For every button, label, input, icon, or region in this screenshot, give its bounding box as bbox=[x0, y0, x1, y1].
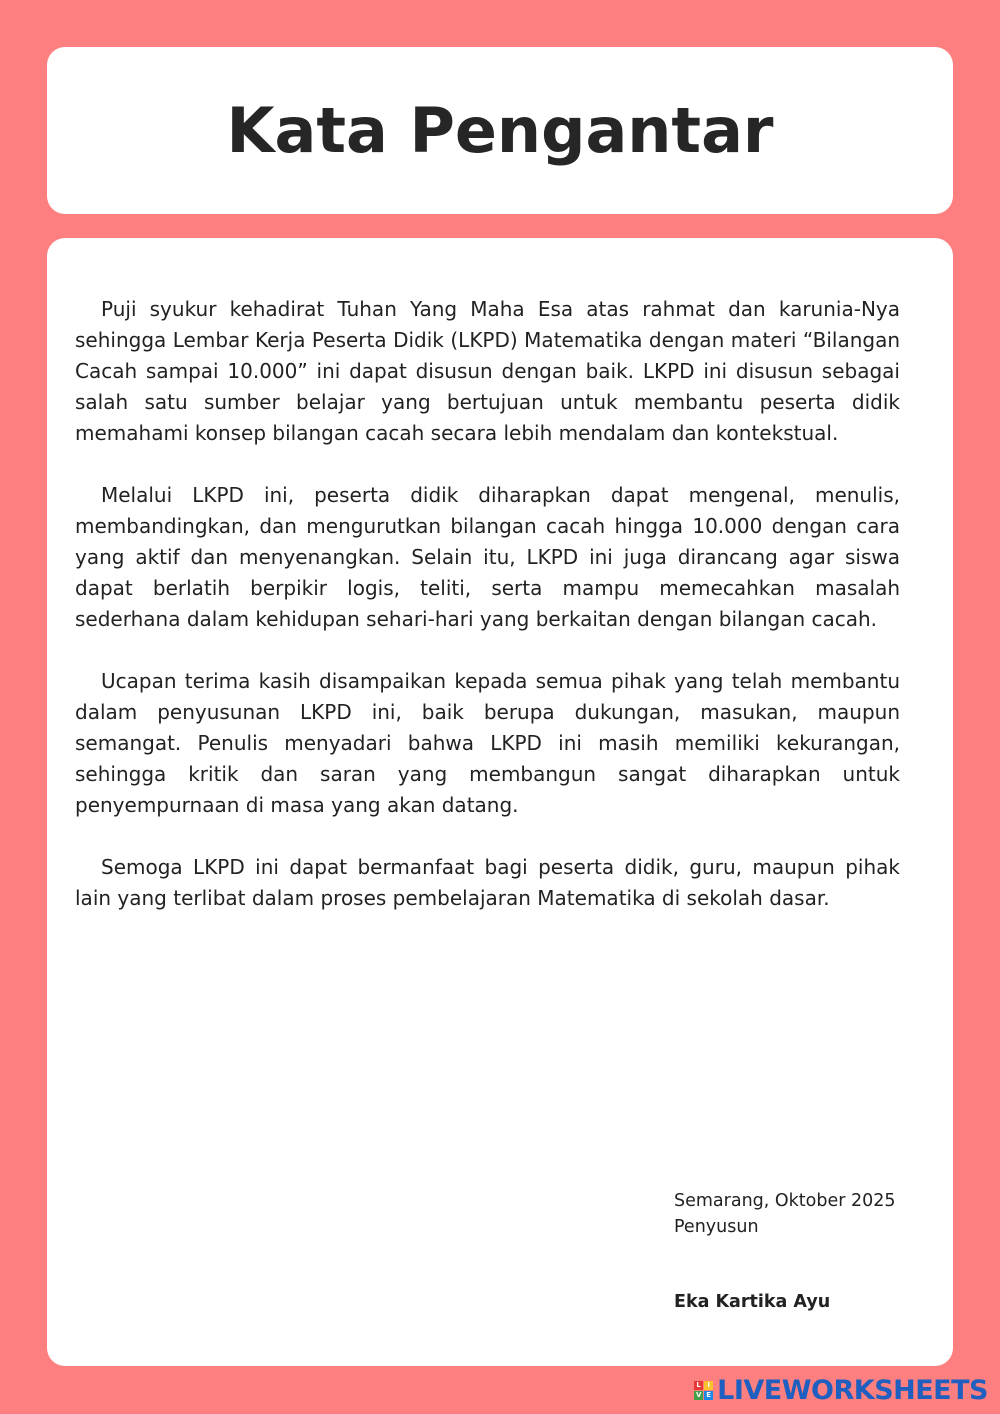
paragraph-2: Melalui LKPD ini, peserta didik diharapkan dapat mengenal, menulis, membandingkan, dan mengurutkan bilangan cacah hingga 10.000 dengan cara yang aktif dan menyenangkan. Selain itu, LKPD ini juga dirancang agar siswa dapat berlatih berpikir logis, teliti, serta mampu memecahkan masalah sederhana dalam kehidupan sehari-hari yang berkaitan dengan bilangan cacah. bbox=[75, 483, 900, 631]
logo-letter-i: I bbox=[704, 1381, 713, 1390]
logo-letter-l: L bbox=[694, 1381, 703, 1390]
content-card bbox=[47, 238, 953, 1366]
liveworksheets-logo[interactable] bbox=[694, 1375, 988, 1406]
paragraph-1: Puji syukur kehadirat Tuhan Yang Maha Esa atas rahmat dan karunia-Nya sehingga Lembar Kerja Peserta Didik (LKPD) Matematika dengan materi “Bilangan Cacah sampai 10.000” ini dapat disusun dengan baik. LKPD ini disusun sebagai salah satu sumber belajar yang bertujuan untuk membantu peserta didik memahami konsep bilangan cacah secara lebih mendalam dan kontekstual. bbox=[75, 297, 900, 445]
paragraph-3: Ucapan terima kasih disampaikan kepada semua pihak yang telah membantu dalam penyusunan LKPD ini, baik berupa dukungan, masukan, maupun semangat. Penulis menyadari bahwa LKPD ini masih memiliki kekurangan, sehingga kritik dan saran yang membangun sangat diharapkan untuk penyempurnaan di masa yang akan datang. bbox=[75, 669, 900, 817]
title-card bbox=[47, 47, 953, 214]
logo-letter-v: V bbox=[695, 1391, 702, 1399]
liveworksheets-logo-icon bbox=[694, 1381, 713, 1400]
signature-place-date: Semarang, Oktober 2025 bbox=[674, 1191, 896, 1211]
signature-role: Penyusun bbox=[674, 1217, 759, 1237]
paragraph-4: Semoga LKPD ini dapat bermanfaat bagi peserta didik, guru, maupun pihak lain yang terlibat dalam proses pembelajaran Matematika di sekolah dasar. bbox=[75, 855, 900, 910]
page-title: Kata Pengantar bbox=[226, 94, 774, 167]
logo-letter-e: E bbox=[704, 1391, 713, 1400]
body-text bbox=[75, 294, 900, 945]
signature-block bbox=[674, 1188, 896, 1315]
signature-name: Eka Kartika Ayu bbox=[674, 1292, 831, 1312]
liveworksheets-logo-text: LIVEWORKSHEETS bbox=[717, 1375, 988, 1406]
